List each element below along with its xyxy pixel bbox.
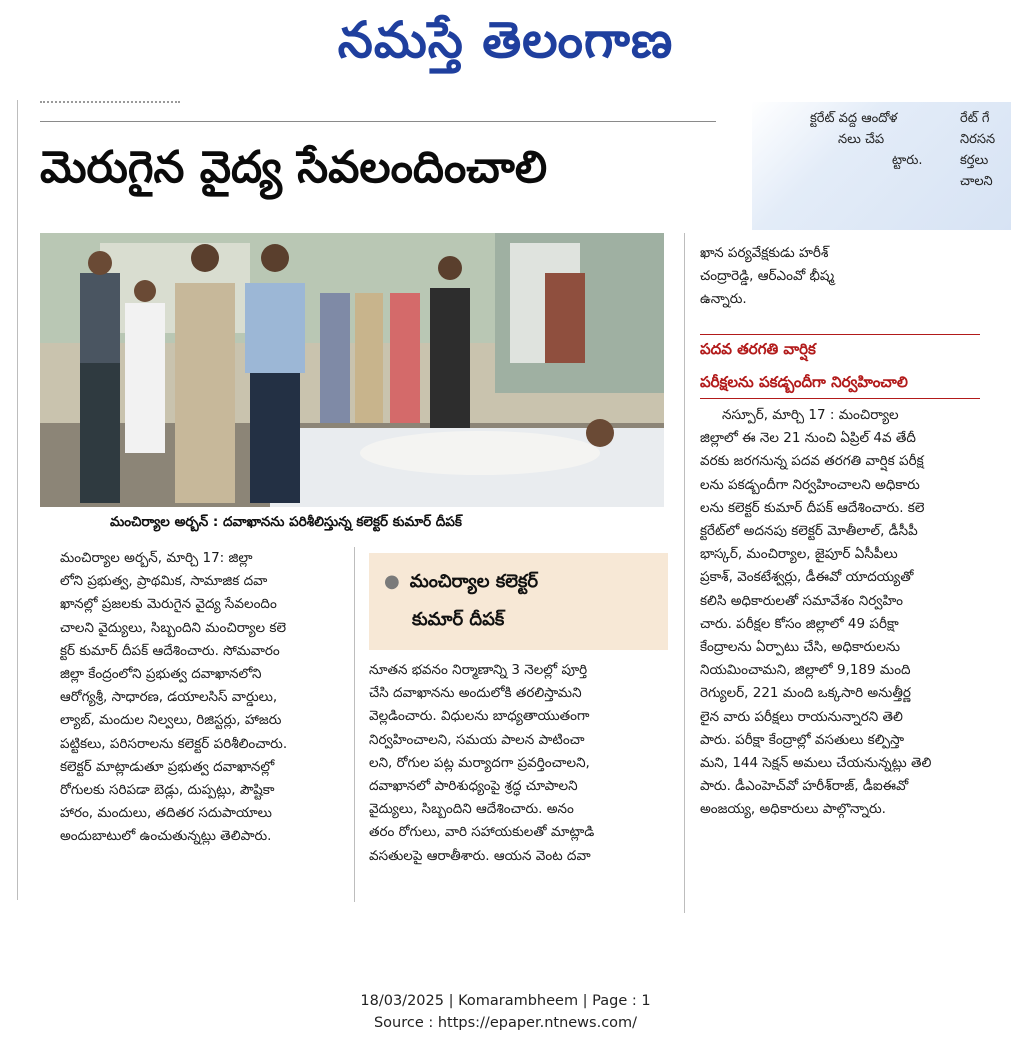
left-margin-line: [17, 100, 18, 900]
text-line: వెల్లడించారు. విధులను బాధ్యతాయుతంగా: [369, 708, 590, 725]
text-line: లని, రోగుల పట్ల మర్యాదగా ప్రవర్తించాలని,: [369, 754, 590, 771]
text-line: మంచిర్యాల అర్బన్, మార్చి 17: జిల్లా: [60, 550, 253, 566]
column-divider-2: [684, 233, 685, 913]
text-line: పట్టికలు, పరిసరాలను కలెక్టర్ పరిశీలించారు.: [60, 735, 288, 752]
text-line: కలిసి అధికారులతో సమావేశం నిర్వహిం: [700, 592, 904, 609]
text-line: వైద్యులు, సిబ్బందిని ఆదేశించారు. అనం: [369, 801, 574, 818]
photo-caption: మంచిర్యాల అర్బన్ : దవాఖానను పరిశీలిస్తున్న కలెక్టర్ కుమార్ దీపక్: [110, 514, 462, 530]
text-line: క్టరేట్‌లో అదనపు కలెక్టర్ మోతీలాల్, డీసీపీ: [700, 523, 918, 540]
article-column-left: [60, 547, 340, 849]
text-line: నస్పూర్, మార్చి 17 : మంచిర్యాల: [722, 407, 899, 423]
text-line: లను కలెక్టర్ కుమార్ దీపక్ ఆదేశించారు. కలె: [700, 499, 925, 516]
masthead-logo: నమస్తే తెలంగాణ: [337, 11, 674, 69]
text-line: అందుబాటులో ఉంచుతున్నట్లు తెలిపారు.: [60, 828, 272, 845]
text-line: ప్రకాశ్, వెంకటేశ్వర్లు, డీఈవో యాదయ్యతో: [700, 569, 914, 586]
text-line: లను పకడ్బందీగా నిర్వహించాలని అధికారు: [700, 476, 920, 493]
article-column-right-top: [700, 242, 980, 312]
text-line: ఖాన పర్యవేక్షకుడు హరీశ్: [700, 245, 829, 261]
text-line: వసతులపై ఆరాతీశారు. ఆయన వెంట దవా: [369, 847, 591, 864]
text-line: హారం, మందులు, తదితర సదుపాయాలు: [60, 805, 272, 822]
text-line: పారు. పరీక్షా కేంద్రాల్లో వసతులు కల్పిస్తా: [700, 731, 905, 748]
footer-date-edition: 18/03/2025 | Komarambheem | Page : 1: [360, 993, 651, 1009]
text-line: ట్టారు.: [892, 153, 923, 168]
text-line: కేంద్రాలను ఏర్పాటు చేసి, అధికారులను: [700, 639, 901, 656]
headline: మెరుగైన వైద్య సేవలందించాలి: [40, 142, 548, 193]
text-line: నియమించామని, జిల్లాలో 9,189 మంది: [700, 662, 911, 679]
photo-illustration: [40, 233, 664, 507]
text-line: కలెక్టర్ మాట్లాడుతూ ప్రభుత్వ దవాఖానల్లో: [60, 758, 275, 775]
adjacent-article-col2: [960, 108, 1011, 192]
subheading-line-2: పరీక్షలను పకడ్బందీగా నిర్వహించాలి: [700, 373, 908, 391]
text-line: రేట్ గే: [960, 111, 990, 126]
text-line: ఆరోగ్యశ్రీ, సాధారణ, డయాలసిస్ వార్డులు,: [60, 689, 278, 706]
highlight-line-1: మంచిర్యాల కలెక్టర్: [409, 571, 539, 592]
text-line: భాస్కర్, మంచిర్యాల, జైపూర్ ఏసీపీలు: [700, 546, 898, 563]
subheading-rule-bottom: [700, 398, 980, 399]
text-line: జిల్లాలో ఈ నెల 21 నుంచి ఏప్రిల్ 4వ తేదీ: [700, 430, 916, 447]
text-line: నిర్వహించాలని, సమయ పాలన పాటించా: [369, 731, 585, 748]
column-divider-1: [354, 547, 355, 902]
subheading-rule: [700, 334, 980, 335]
text-line: పారు. డీఎంహెచ్‌వో హరీశ్‌రాజ్, డీఐఈవో: [700, 778, 909, 795]
headline-rule: [40, 121, 716, 122]
text-line: చారు. పరీక్షల కోసం జిల్లాలో 49 పరీక్షా: [700, 615, 899, 632]
highlight-title: [384, 563, 664, 639]
text-line: ఖానల్లో ప్రజలకు మెరుగైన వైద్య సేవలందిం: [60, 596, 277, 613]
text-line: దవాఖానలో పారిశుధ్యంపై శ్రద్ధ చూపాలని: [369, 778, 578, 795]
text-line: క్టర్ కుమార్ దీపక్ ఆదేశించారు. సోమవారం: [60, 642, 280, 659]
adjacent-article-col1: [810, 108, 950, 171]
text-line: చంద్రారెడ్డి, ఆర్ఎంవో భీష్మ: [700, 268, 835, 285]
text-line: ఉన్నారు.: [700, 291, 747, 308]
text-line: చాలని: [960, 174, 993, 189]
text-line: చేసి దవాఖానను అందులోకి తరలిస్తామని: [369, 685, 582, 702]
text-line: నూతన భవనం నిర్మాణాన్ని 3 నెలల్లో పూర్తి: [369, 662, 588, 678]
bullet-icon: ●: [384, 571, 400, 592]
text-line: నలు చేప: [838, 132, 885, 147]
article-column-right: [700, 404, 982, 822]
text-line: మని, 144 సెక్షన్ అమలు చేయనున్నట్లు తెలి: [700, 755, 932, 772]
text-line: క్టరేట్ వద్ద ఆందోళ: [810, 111, 898, 126]
subheading-line-1: పదవ తరగతి వార్షిక: [700, 340, 816, 358]
top-ticks: [40, 101, 180, 107]
text-line: రెగ్యులర్, 221 మంది ఒక్కసారి అనుత్తీర్ణ: [700, 685, 911, 702]
news-photo: [40, 233, 664, 507]
text-line: లోని ప్రభుత్వ, ప్రాథమిక, సామాజిక దవా: [60, 573, 268, 590]
text-line: తరం రోగులు, వారి సహాయకులతో మాట్లాడి: [369, 824, 595, 841]
text-line: వరకు జరగనున్న పదవ తరగతి వార్షిక పరీక్ష: [700, 453, 924, 470]
text-line: జిల్లా కేంద్రంలోని ప్రభుత్వ దవాఖానలోని: [60, 666, 262, 683]
text-line: చాలని వైద్యులు, సిబ్బందిని మంచిర్యాల కలె: [60, 619, 287, 636]
footer-source-link[interactable]: Source : https://epaper.ntnews.com/: [373, 1015, 638, 1031]
text-line: నిరసన: [960, 132, 996, 147]
text-line: లైన వారు పరీక్షలు రాయనున్నారని తెలి: [700, 708, 903, 725]
text-line: ల్యాబ్, మందుల నిల్వలు, రిజిస్టర్లు, హాజరు: [60, 712, 282, 729]
text-line: రోగులకు సరిపడా బెడ్లు, దుప్పట్లు, పౌష్టికా: [60, 782, 275, 799]
text-line: కర్తలు: [960, 153, 989, 168]
highlight-line-2: కుమార్ దీపక్: [412, 609, 505, 630]
text-line: అంజయ్య, అధికారులు పాల్గొన్నారు.: [700, 801, 886, 818]
article-column-middle: [369, 659, 669, 868]
